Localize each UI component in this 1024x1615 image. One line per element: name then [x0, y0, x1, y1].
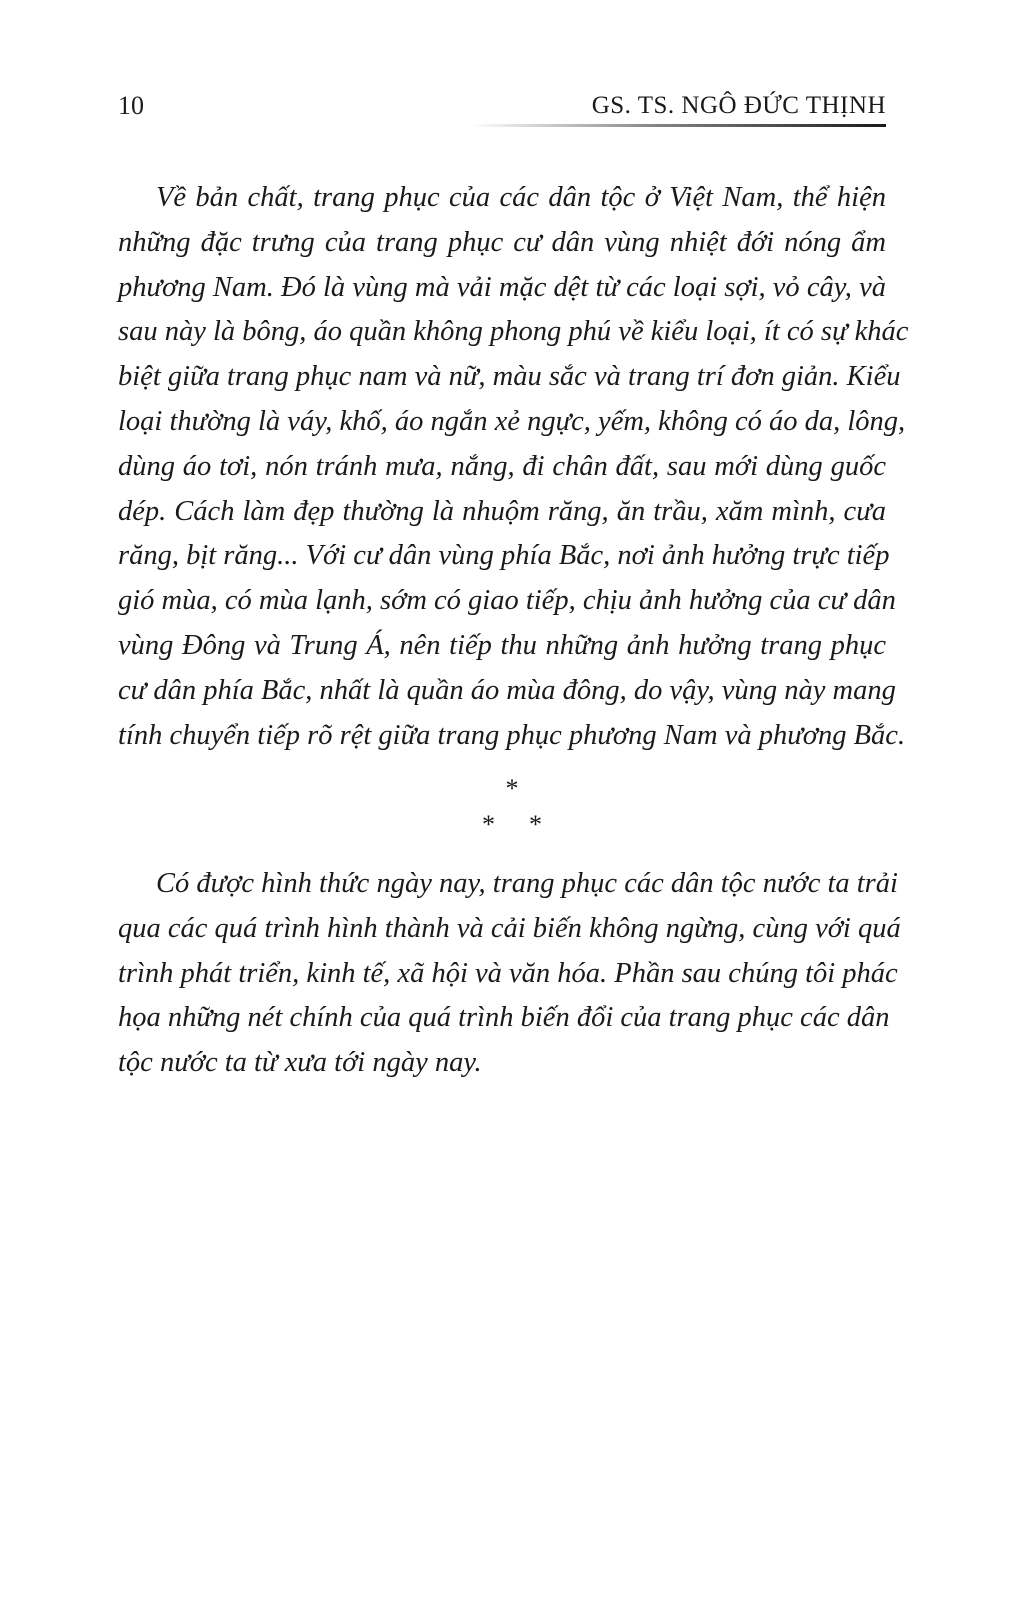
- text-line: vùng Đông và Trung Á, nên tiếp thu những ảnh hưởng trang phục: [118, 629, 886, 661]
- text-line: phương Nam. Đó là vùng mà vải mặc dệt từ các loại sợi, vỏ cây, và: [118, 271, 886, 303]
- text-line: tính chuyển tiếp rõ rệt giữa trang phục phương Nam và phương Bắc.: [118, 719, 906, 751]
- asterisk: *: [505, 774, 519, 803]
- body-paragraph-1: [118, 176, 909, 758]
- text-line: loại thường là váy, khố, áo ngắn xẻ ngực, yếm, không có áo da, lông,: [118, 405, 906, 437]
- page-number: 10: [118, 91, 144, 120]
- asterisk: *: [529, 810, 542, 839]
- text-line: răng, bịt răng... Với cư dân vùng phía Bắc, nơi ảnh hưởng trực tiếp: [118, 540, 890, 572]
- text-line: Về bản chất, trang phục của các dân tộc ở Việt Nam, thể hiện: [156, 182, 886, 213]
- text-line: họa những nét chính của quá trình biến đổi của trang phục các dân: [118, 1002, 890, 1034]
- running-header-title: GS. TS. NGÔ ĐỨC THỊNH: [591, 92, 886, 119]
- header-rule: [470, 124, 886, 127]
- text-line: qua các quá trình hình thành và cải biến không ngừng, cùng với quá: [118, 912, 901, 944]
- text-line: cư dân phía Bắc, nhất là quần áo mùa đông, do vậy, vùng này mang: [118, 674, 896, 706]
- body-paragraph-2: [118, 862, 901, 1086]
- text-line: dép. Cách làm đẹp thường là nhuộm răng, ăn trầu, xăm mình, cưa: [118, 495, 886, 527]
- text-line: gió mùa, có mùa lạnh, sớm có giao tiếp, chịu ảnh hưởng của cư dân: [118, 585, 896, 617]
- section-separator-bottom: [0, 810, 1024, 840]
- text-line: những đặc trưng của trang phục cư dân vùng nhiệt đới nóng ẩm: [118, 226, 886, 258]
- text-line: sau này là bông, áo quần không phong phú về kiểu loại, ít có sự khác: [118, 316, 909, 348]
- text-line: biệt giữa trang phục nam và nữ, màu sắc và trang trí đơn giản. Kiểu: [118, 361, 901, 393]
- section-separator-top: [0, 774, 1024, 804]
- text-line: trình phát triển, kinh tế, xã hội và văn hóa. Phần sau chúng tôi phác: [118, 957, 898, 989]
- text-line: tộc nước ta từ xưa tới ngày nay.: [118, 1047, 482, 1079]
- text-line: dùng áo tơi, nón tránh mưa, nắng, đi chân đất, sau mới dùng guốc: [118, 450, 886, 482]
- text-line: Có được hình thức ngày nay, trang phục các dân tộc nước ta trải: [156, 868, 898, 899]
- asterisk: *: [482, 810, 495, 839]
